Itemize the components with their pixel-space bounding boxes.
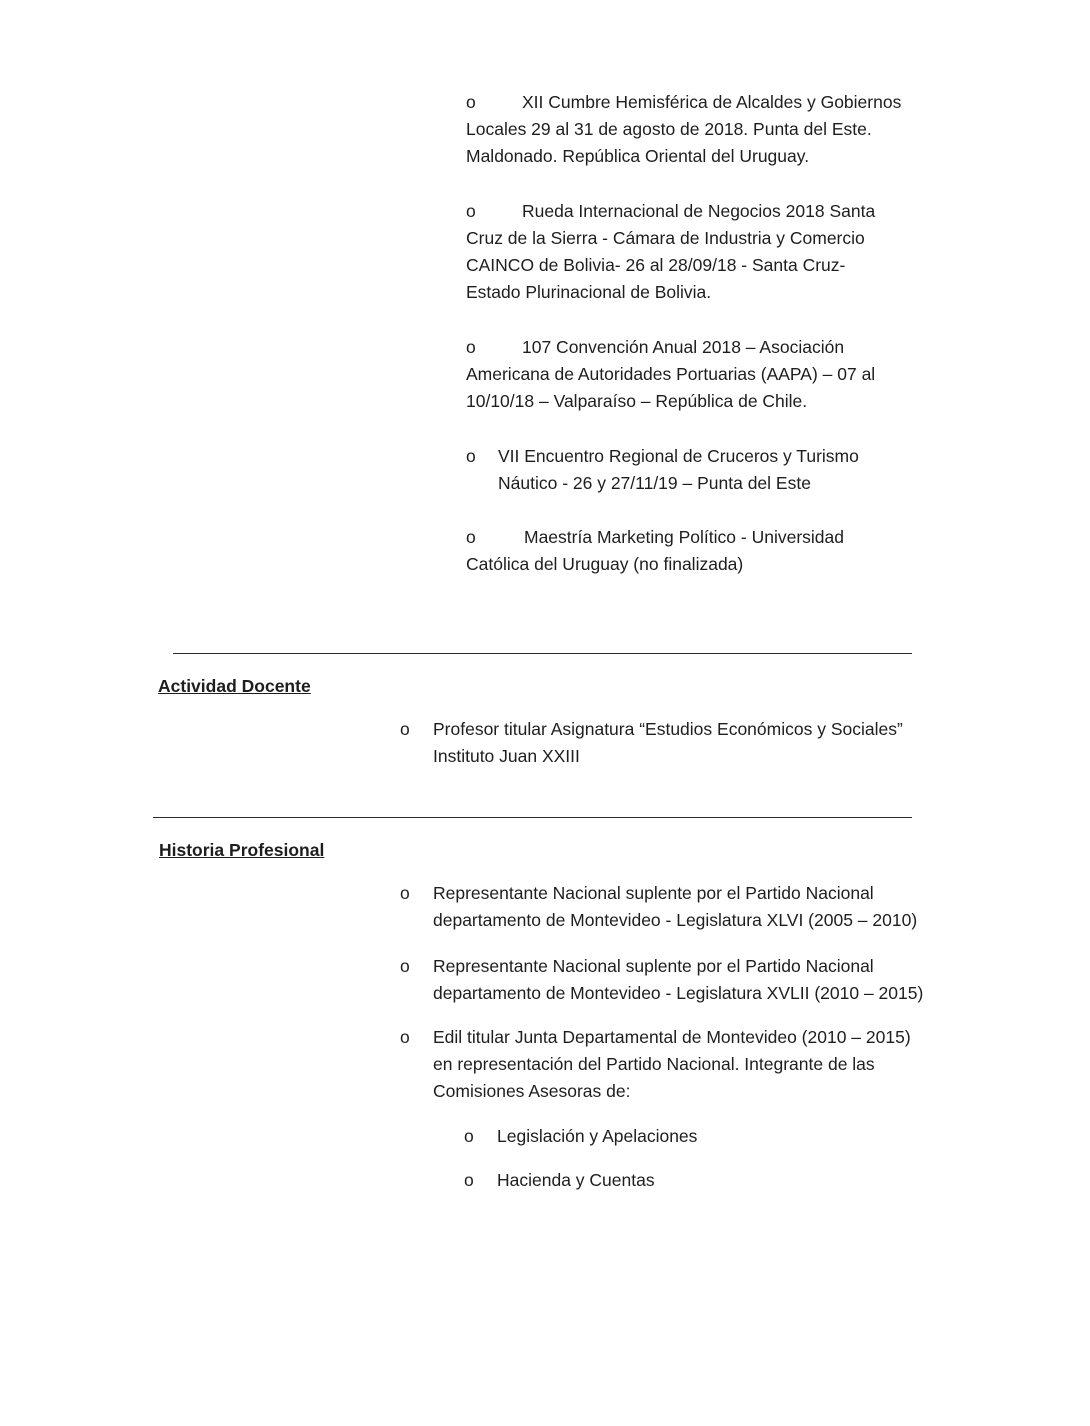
list-item-text: Edil titular Junta Departamental de Montevideo (2010 – 2015) en representación del Partido Nacional. Integrante de las Comisiones Asesoras de: <box>433 1027 911 1101</box>
bullet-marker: o <box>400 1027 410 1047</box>
sub-list-item <box>464 1123 864 1150</box>
bullet-marker: o <box>466 446 476 466</box>
list-item <box>466 198 896 306</box>
section-heading-actividad-docente: Actividad Docente <box>158 676 311 696</box>
list-item-text: Profesor titular Asignatura “Estudios Económicos y Sociales” Instituto Juan XXIII <box>433 719 903 766</box>
list-item-text: Rueda Internacional de Negocios 2018 Santa Cruz de la Sierra - Cámara de Industria y Comercio CAINCO de Bolivia- 26 al 28/09/18 - Santa Cruz- Estado Plurinacional de Bolivia. <box>466 201 876 302</box>
list-item-text: Legislación y Apelaciones <box>497 1126 698 1146</box>
list-item-text: 107 Convención Anual 2018 – Asociación Americana de Autoridades Portuarias (AAPA) – 07 al 10/10/18 – Valparaíso – República de Chile. <box>466 337 876 411</box>
list-item <box>466 334 891 415</box>
list-item <box>466 524 891 578</box>
bullet-marker: o <box>400 883 410 903</box>
bullet-marker: o <box>464 1126 474 1146</box>
list-item <box>466 89 916 170</box>
bullet-marker: o <box>466 92 476 112</box>
bullet-marker: o <box>466 201 476 221</box>
list-item-text: Maestría Marketing Político - Universidad Católica del Uruguay (no finalizada) <box>466 527 844 574</box>
section-divider <box>173 653 912 654</box>
list-item <box>466 443 886 497</box>
bullet-marker: o <box>466 527 476 547</box>
list-item-text: XII Cumbre Hemisférica de Alcaldes y Gobiernos Locales 29 al 31 de agosto de 2018. Punta del Este. Maldonado. República Oriental del Uruguay. <box>466 92 902 166</box>
bullet-marker: o <box>464 1170 474 1190</box>
section-heading-historia-profesional: Historia Profesional <box>159 840 325 860</box>
list-item <box>400 953 945 1007</box>
list-item-text: Representante Nacional suplente por el Partido Nacional departamento de Montevideo - Legislatura XLVI (2005 – 2010) <box>433 883 918 930</box>
list-item-text: Hacienda y Cuentas <box>497 1170 655 1190</box>
bullet-marker: o <box>466 337 476 357</box>
bullet-marker: o <box>400 719 410 739</box>
sub-list-item <box>464 1167 864 1194</box>
bullet-marker: o <box>400 956 410 976</box>
list-item <box>400 880 940 934</box>
list-item-text: Representante Nacional suplente por el Partido Nacional departamento de Montevideo - Legislatura XVLII (2010 – 2015) <box>433 956 924 1003</box>
section-divider <box>153 817 912 818</box>
list-item <box>400 716 920 770</box>
list-item <box>400 1024 930 1105</box>
list-item-text: VII Encuentro Regional de Cruceros y Turismo Náutico - 26 y 27/11/19 – Punta del Este <box>498 446 859 493</box>
